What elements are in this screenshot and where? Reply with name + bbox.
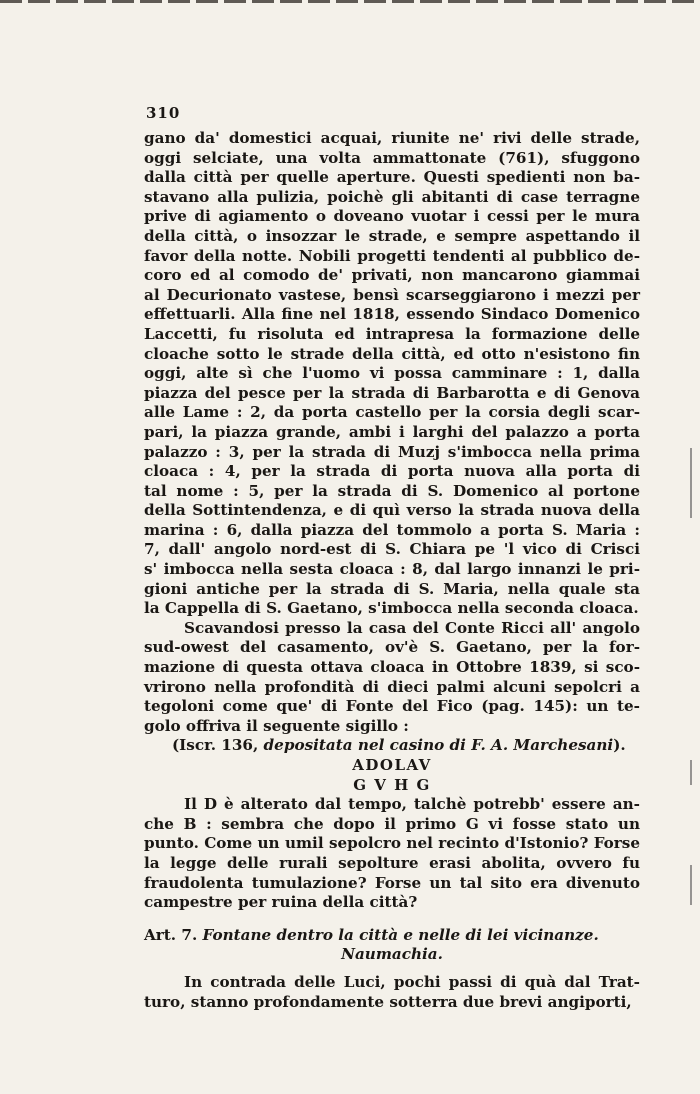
paragraph-scavandosi	[144, 619, 640, 737]
page-edge-mark	[690, 865, 692, 905]
text-line: s' imbocca nella sesta cloaca : 8, dal largo innanzi le pri-	[144, 560, 640, 579]
text-line: al Decurionato vastese, bensì scarseggiarono i mezzi per	[144, 285, 640, 304]
text-line: effettuarli. Alla fine nel 1818, essendo Sindaco Domenico	[144, 305, 640, 324]
text-line: la legge delle rurali sepolture erasi abolita, ovvero fu	[144, 853, 640, 872]
paragraph-cloache	[144, 129, 640, 619]
text-line: In contrada delle Luci, pochi passi di quà dal Trat-	[184, 972, 640, 991]
text-line: piazza del pesce per la strada di Barbarotta e di Genova	[144, 383, 640, 402]
text-line: turo, stanno profondamente sotterra due brevi angiporti,	[144, 992, 632, 1011]
text-line: pari, la piazza grande, ambi i larghi del palazzo a porta	[144, 422, 640, 441]
text-line: Laccetti, fu risoluta ed intrapresa la formazione delle	[144, 324, 640, 343]
text-line: gioni antiche per la strada di S. Maria, nella quale sta	[144, 579, 640, 598]
page-edge-mark	[690, 448, 692, 518]
article-heading: Art. 7. Fontane dentro la città e nelle di lei vicinanze.	[144, 925, 599, 944]
text-line: oggi, alte sì che l'uomo vi possa camminare : 1, dalla	[144, 364, 640, 383]
page-body	[144, 129, 640, 1012]
text-line: fraudolenta tumulazione? Forse un tal sito era divenuto	[144, 873, 640, 892]
text-line: gano da' domestici acquai, riunite ne' rivi delle strade,	[144, 129, 640, 147]
text-line: alle Lame : 2, da porta castello per la corsia degli scar-	[144, 403, 640, 422]
paragraph-luci	[144, 973, 640, 1012]
text-line: cloache sotto le strade della città, ed otto n'esistono fin	[144, 344, 640, 363]
text-line: dalla città per quelle aperture. Questi spedienti non ba-	[144, 168, 640, 187]
text-line: mazione di questa ottava cloaca in Ottobre 1839, si sco-	[144, 658, 640, 677]
text-line: la Cappella di S. Gaetano, s'imbocca nella seconda cloaca.	[144, 599, 639, 618]
text-line: Il D è alterato dal tempo, talchè potrebb' essere an-	[184, 795, 640, 814]
text-line: favor della notte. Nobili progetti tendenti al pubblico de-	[144, 246, 640, 265]
page-top-border	[0, 0, 700, 3]
page-edge-mark	[690, 760, 692, 785]
text-line: campestre per ruina della città?	[144, 893, 418, 912]
article-subtitle: Naumachia.	[341, 945, 443, 964]
text-line: golo offriva il seguente sigillo :	[144, 716, 409, 735]
text-line: oggi selciate, una volta ammattonate (761), sfuggono	[144, 148, 640, 167]
text-line: sud-owest del casamento, ov'è S. Gaetano, per la for-	[144, 638, 640, 657]
text-line: tegoloni come que' di Fonte del Fico (pag. 145): un te-	[144, 697, 640, 716]
text-line: coro ed al comodo de' privati, non mancarono giammai	[144, 266, 640, 285]
seal-line-1: ADOLAV	[352, 756, 432, 774]
text-line: marina : 6, dalla piazza del tommolo a porta S. Maria :	[144, 520, 640, 539]
text-line: che B : sembra che dopo il primo G vi fosse stato un	[144, 814, 640, 833]
text-line: Scavandosi presso la casa del Conte Ricci all' angolo	[184, 618, 640, 637]
text-line: vrirono nella profondità di dieci palmi alcuni sepolcri a	[144, 677, 640, 696]
text-line: palazzo : 3, per la strada di Muzj s'imbocca nella prima	[144, 442, 640, 461]
page-number: 310	[146, 104, 181, 122]
text-line: punto. Come un umil sepolcro nel recinto d'Istonio? Forse	[144, 834, 640, 853]
text-line: stavano alla pulizia, poichè gli abitanti di case terragne	[144, 187, 640, 206]
paragraph-seal-comment	[144, 795, 640, 913]
text-line: della Sottintendenza, e di quì verso la strada nuova della	[144, 501, 640, 520]
text-line: prive di agiamento o doveano vuotar i cessi per le mura	[144, 207, 640, 226]
inscription-reference: (Iscr. 136, depositata nel casino di F. A. Marchesani).	[172, 736, 626, 755]
text-line: tal nome : 5, per la strada di S. Domenico al portone	[144, 481, 640, 500]
text-line: 7, dall' angolo nord-est di S. Chiara pe 'l vico di Crisci	[144, 540, 640, 559]
text-line: della città, o insozzar le strade, e sempre aspettando il	[144, 226, 640, 245]
seal-line-2: G V H G	[353, 775, 431, 794]
text-line: cloaca : 4, per la strada di porta nuova alla porta di	[144, 462, 640, 481]
